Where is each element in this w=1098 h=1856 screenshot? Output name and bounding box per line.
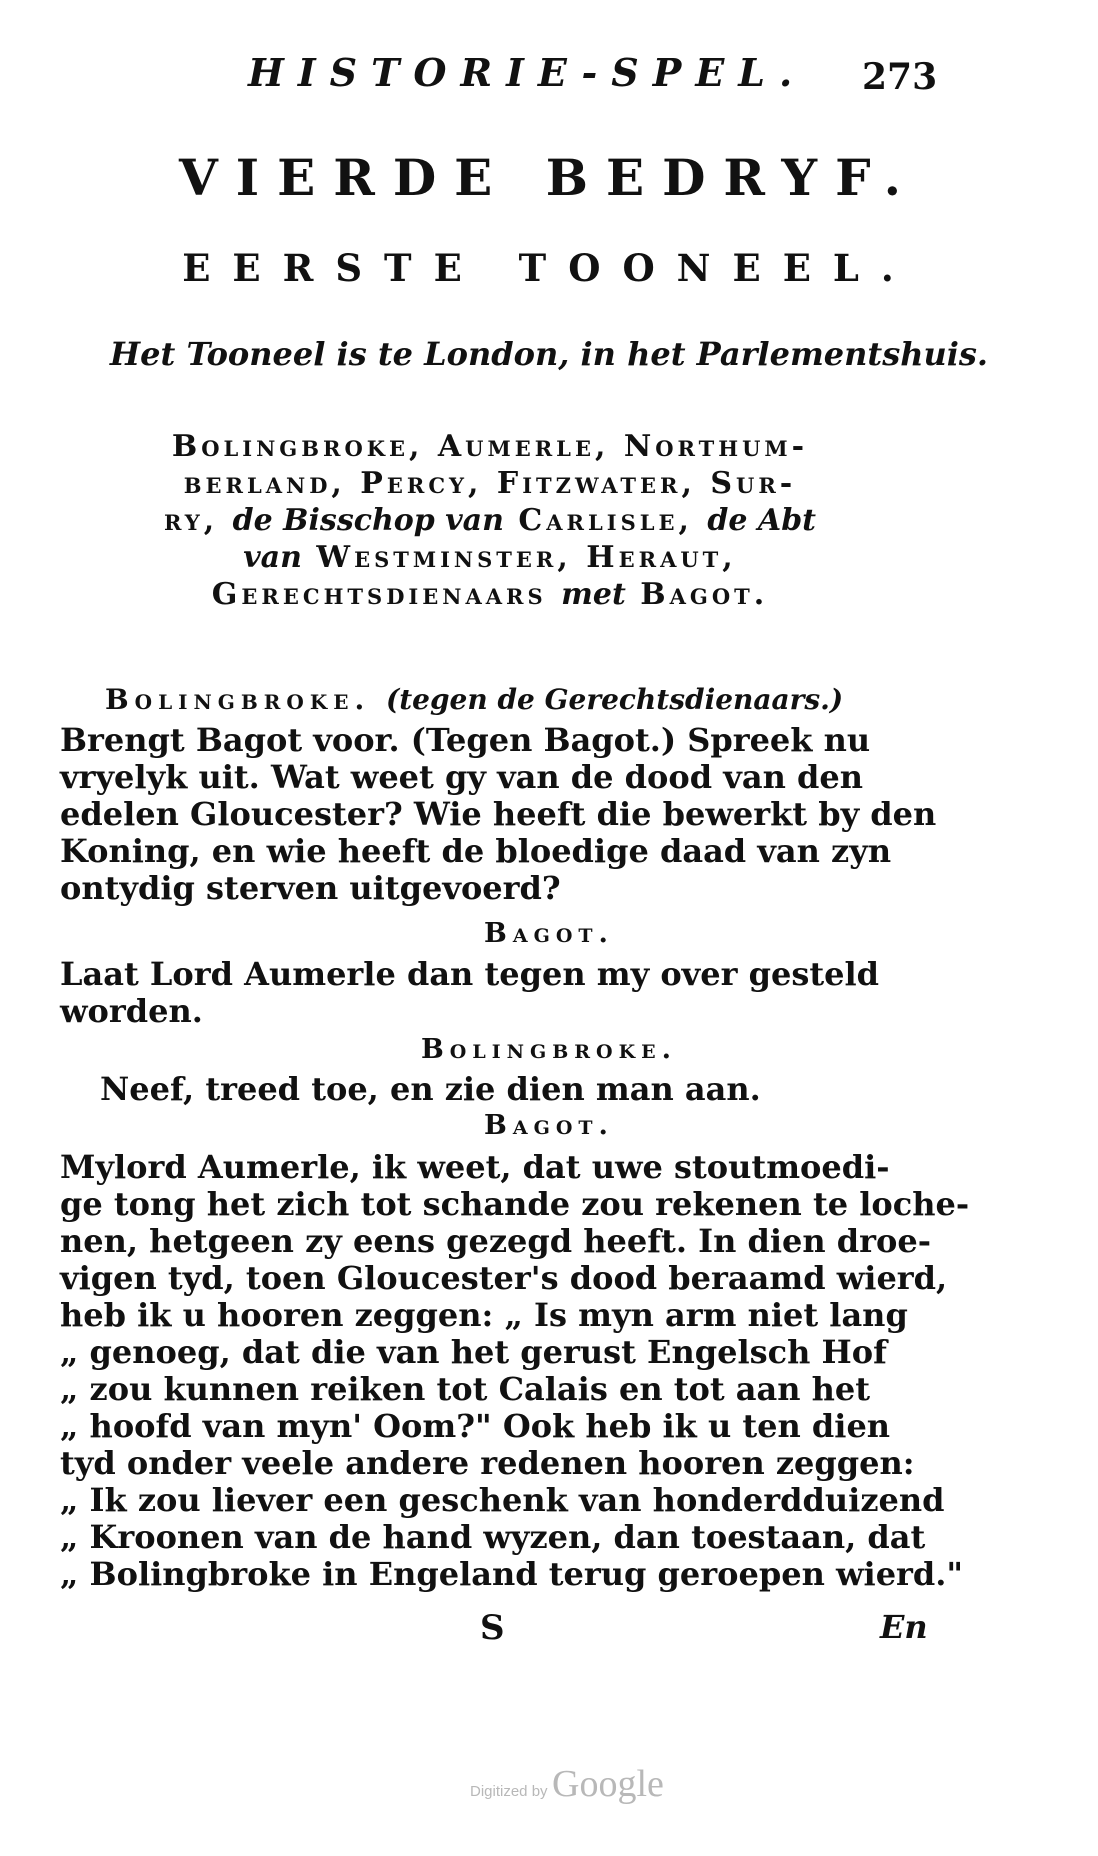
cast-text: de Bisschop van [232,503,504,538]
text-line: Koning, en wie heeft de bloedige daad van zyn [60,832,892,870]
text-line: „ hoofd van myn' Oom?" Ook heb ik u ten dien [60,1407,891,1445]
cast-text: Westminster, Heraut, [316,540,737,575]
cast-line-5 [60,576,920,613]
text-line: worden. [60,992,203,1030]
text-line: vryelyk uit. Wat weet gy van de dood van den [60,758,863,796]
signature-mark: S [480,1608,505,1648]
cast-line-1: Bolingbroke, Aumerle, Northum- [171,429,809,464]
running-title: HISTORIE-SPEL. [248,50,807,95]
text-line: „ Ik zou liever een geschenk van honderdduizend [60,1481,945,1519]
text-line: ontydig sterven uitgevoerd? [60,869,561,907]
text-line: nen, hetgeen zy eens gezegd heeft. In dien droe- [60,1222,931,1260]
speaker-heading: Bagot. [484,1110,614,1141]
text-line: heb ik u hooren zeggen: „ Is myn arm niet lang [60,1296,908,1334]
cast-text: Bagot. [640,577,769,612]
text-line: ge tong het zich tot schande zou rekenen te loche- [60,1185,970,1223]
act-title: VIERDE BEDRYF. [178,148,920,207]
text-line: edelen Gloucester? Wie heeft die bewerkt by den [60,795,937,833]
cast-text: met [561,577,626,612]
cast-line-4 [60,539,920,576]
cast-text: van [243,540,302,575]
speaker-name: Bolingbroke. [105,683,371,716]
stage-direction: (tegen de Gerechtsdienaars.) [385,683,844,716]
text-line: Mylord Aumerle, ik weet, dat uwe stoutmoedi- [60,1148,890,1186]
speaker-heading: Bagot. [484,918,614,949]
digitization-watermark [470,1762,664,1806]
text-line: Laat Lord Aumerle dan tegen my over gesteld [60,955,880,993]
text-line: „ Bolingbroke in Engeland terug geroepen wierd." [60,1555,964,1593]
scene-location: Het Tooneel is te London, in het Parlementshuis. [109,335,989,373]
cast-line-3 [60,502,920,539]
watermark-prefix: Digitized by [470,1783,548,1800]
text-line: vigen tyd, toen Gloucester's dood beraamd wierd, [60,1259,948,1297]
cast-text: Carlisle, [518,503,693,538]
speech-block [60,721,937,907]
speech-block [100,1071,960,1108]
speaker-heading [105,683,843,716]
google-logo: Google [552,1763,664,1805]
page-number: 273 [862,56,938,98]
cast-list [60,428,920,613]
text-line: Brengt Bagot voor. (Tegen Bagot.) Spreek nu [60,721,871,759]
speech-block [60,956,920,1030]
text-line: Neef, treed toe, en zie dien man aan. [100,1070,761,1108]
text-line: „ genoeg, dat die van het gerust Engelsch Hof [60,1333,887,1371]
cast-text: Gerechtsdienaars [211,577,547,612]
scene-title: EERSTE TOONEEL. [182,246,916,290]
catchword: En [880,1608,928,1646]
text-line: „ Kroonen van de hand wyzen, dan toestaan, dat [60,1518,926,1556]
cast-text: ry, [163,503,219,538]
cast-text: de Abt [707,503,817,538]
cast-line-2: berland, Percy, Fitzwater, Sur- [183,466,797,501]
text-line: tyd onder veele andere redenen hooren zeggen: [60,1444,915,1482]
text-line: „ zou kunnen reiken tot Calais en tot aan het [60,1370,871,1408]
speaker-heading: Bolingbroke. [420,1034,677,1065]
speech-block [60,1148,970,1593]
